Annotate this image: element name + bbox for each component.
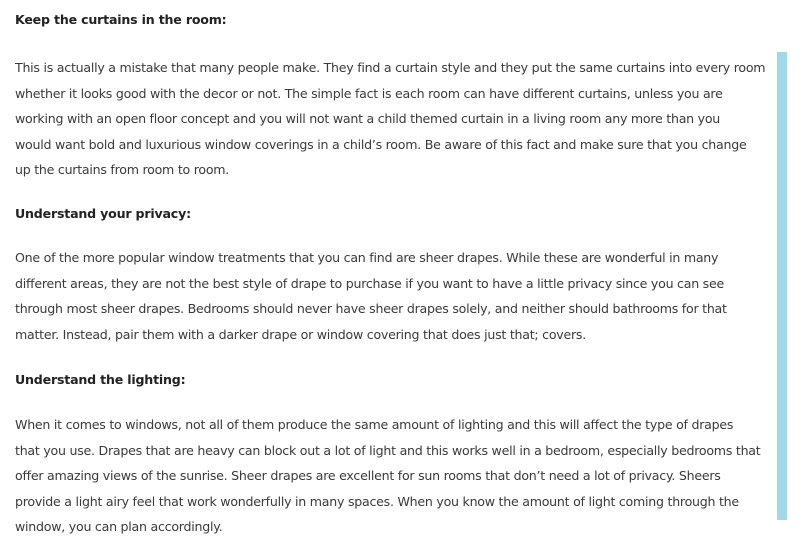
section-paragraph-privacy: [15, 245, 727, 347]
paragraph-line: working with an open floor concept and you will not want a child themed curtain in a living room any more than you: [15, 111, 721, 127]
paragraph-line: matter. Instead, pair them with a darker drape or window covering that does just that; covers.: [15, 326, 586, 342]
paragraph-line: through most sheer drapes. Bedrooms should never have sheer drapes solely, and neither should bathrooms for that: [15, 301, 727, 317]
section-heading-privacy: Understand your privacy:: [15, 206, 191, 221]
paragraph-line: up the curtains from room to room.: [15, 162, 230, 178]
paragraph-line: whether it looks good with the decor or not. The simple fact is each room can have different curtains, unless you are: [15, 85, 723, 101]
section-paragraph-curtains: [15, 55, 765, 183]
paragraph-line: would want bold and luxurious window coverings in a child’s room. Be aware of this fact and make sure that you change: [15, 136, 747, 152]
section-heading-curtains: Keep the curtains in the room:: [15, 12, 227, 27]
paragraph-line: window, you can plan accordingly.: [15, 519, 223, 535]
paragraph-line: different areas, they are not the best style of drape to purchase if you want to have a little privacy since you can see: [15, 275, 724, 291]
paragraph-line: provide a light airy feel that work wonderfully in many spaces. When you know the amount of light coming through the: [15, 493, 739, 509]
paragraph-line: This is actually a mistake that many people make. They find a curtain style and they put the same curtains into every room: [15, 60, 766, 75]
paragraph-line: that you use. Drapes that are heavy can block out a lot of light and this works well in a bedroom, especially bedrooms that: [15, 442, 761, 458]
section-heading-lighting: Understand the lighting:: [15, 372, 186, 387]
paragraph-line: One of the more popular window treatments that you can find are sheer drapes. While these are wonderful in many: [15, 250, 719, 265]
section-paragraph-lighting: [15, 412, 760, 540]
paragraph-line: offer amazing views of the sunrise. Sheer drapes are excellent for sun rooms that don’t need a lot of privacy. Sheers: [15, 468, 721, 484]
paragraph-line: When it comes to windows, not all of them produce the same amount of lighting and this will affect the type of drapes: [15, 417, 734, 432]
scrollbar-thumb[interactable]: [777, 52, 787, 520]
